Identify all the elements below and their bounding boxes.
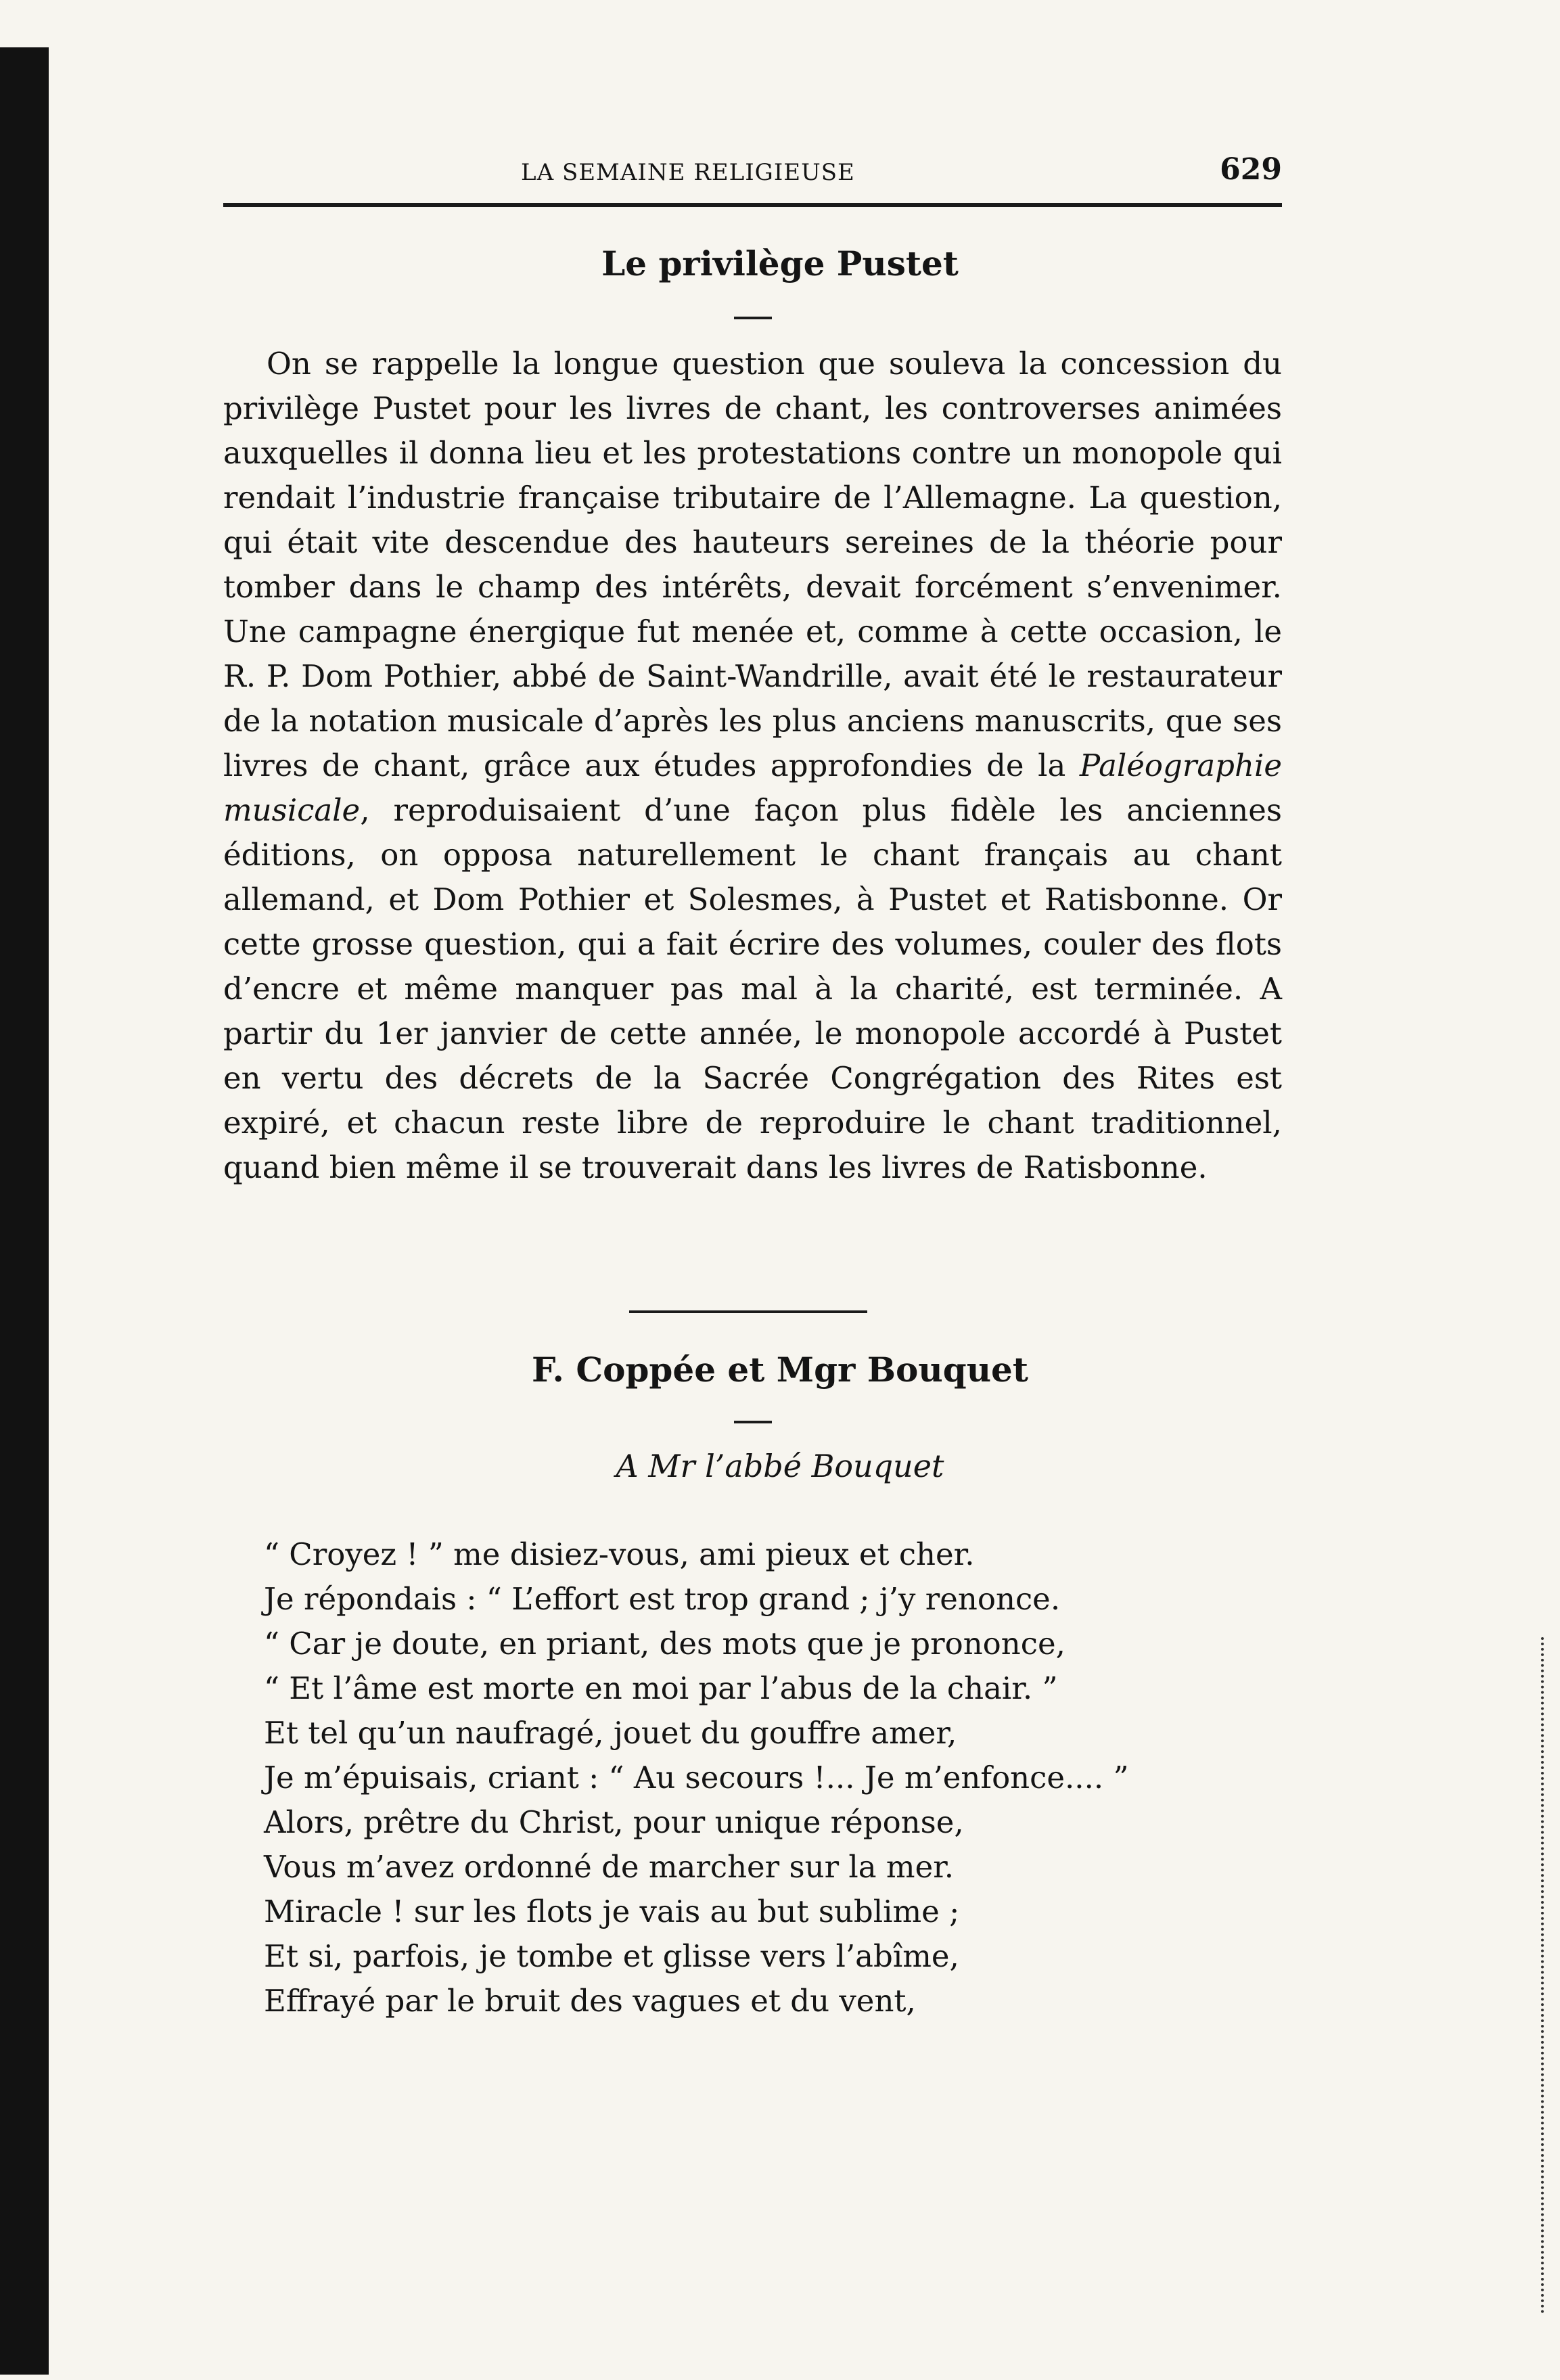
poem-line: Alors, prêtre du Christ, pour unique réponse, (264, 1804, 964, 1840)
page-header (223, 152, 1282, 193)
poem-line: “ Croyez ! ” me disiez-vous, ami pieux et cher. (264, 1536, 975, 1572)
header-rule (223, 203, 1282, 207)
binding-shadow (0, 47, 49, 2375)
paragraph-text-start: On se rappelle la longue question que souleva la concession du privilège Pustet pour les livres de chant, les controverses animées auxquelles il donna lieu et les protestations contre un monopole qui rendait l’industrie française tributaire de l’Allemagne. La question, qui était vite descendue des hauteurs sereines de la théorie pour tomber dans le champ des intérêts, devait forcément s’envenimer. Une campagne énergique fut menée et, comme à cette occasion, le R. P. Dom Pothier, abbé de Saint-Wandrille, avait été le restaurateur de la notation musicale d’après les plus anciens manuscrits, que ses livres de chant, grâce aux études approfondies de la (223, 346, 1282, 783)
section-divider (629, 1310, 867, 1313)
poem-dedication: A Mr l’abbé Bouquet (616, 1448, 944, 1484)
scan-edge-marks (1541, 1637, 1551, 2314)
poem-line: “ Et l’âme est morte en moi par l’abus de la chair. ” (264, 1670, 1058, 1706)
poem-line: Et tel qu’un naufragé, jouet du gouffre amer, (264, 1715, 957, 1751)
poem-line: Effrayé par le bruit des vagues et du vent, (264, 1983, 916, 2019)
poem-line: Et si, parfois, je tombe et glisse vers l’abîme, (264, 1938, 959, 1974)
poem-line: Miracle ! sur les flots je vais au but sublime ; (264, 1894, 960, 1929)
page-number: 629 (1220, 152, 1282, 187)
poem-line: Je m’épuisais, criant : “ Au secours !... Je m’enfonce.... ” (264, 1760, 1129, 1795)
section-title-coppee: F. Coppée et Mgr Bouquet (532, 1350, 1028, 1390)
poem-line: “ Car je doute, en priant, des mots que je prononce, (264, 1626, 1065, 1662)
title-dash (734, 1421, 772, 1423)
poem-line: Vous m’avez ordonné de marcher sur la mer. (264, 1849, 955, 1885)
title-dash (734, 317, 772, 319)
paragraph-text-end: , reproduisaient d’une façon plus fidèle les anciennes éditions, on opposa naturellement le chant français au chant allemand, et Dom Pothier et Solesmes, à Pustet et Ratisbonne. Or cette grosse question, qui a fait écrire des volumes, couler des flots d’encre et même manquer pas mal à la charité, est terminée. A partir du 1er janvier de cette année, le monopole accordé à Pustet en vertu des décrets de la Sacrée Congrégation des Rites est expiré, et chacun reste libre de reproduire le chant traditionnel, quand bien même il se trouverait dans les livres de Ratisbonne. (223, 792, 1282, 1185)
running-title: LA SEMAINE RELIGIEUSE (521, 159, 855, 186)
section-title-pustet: Le privilège Pustet (601, 244, 959, 283)
poem-line: Je répondais : “ L’effort est trop grand ; j’y renonce. (264, 1581, 1061, 1617)
italic-publication-title: Paléographie musicale (223, 748, 1282, 828)
article-paragraph (223, 342, 1282, 1190)
poem (264, 1532, 1129, 2023)
